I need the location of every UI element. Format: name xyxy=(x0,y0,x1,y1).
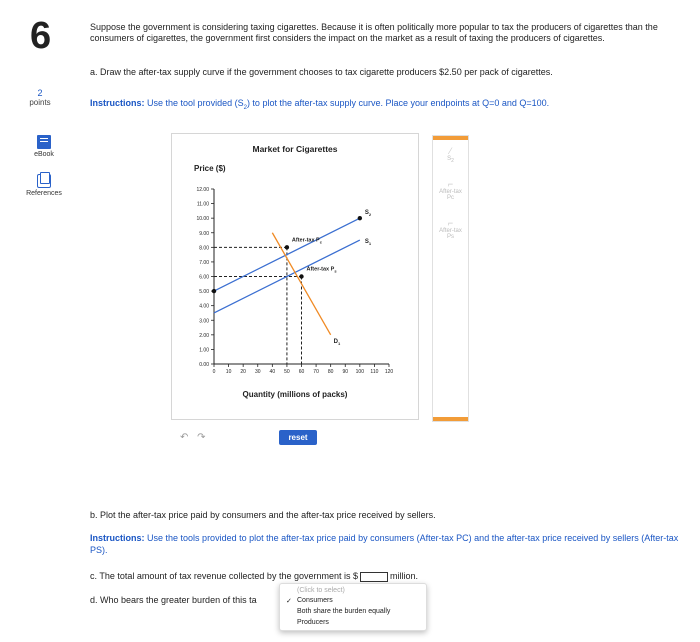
pc-tool-label: After-tax xyxy=(439,189,462,195)
series-label-s2: $S_2$ xyxy=(364,210,372,218)
y-tick-label: 5.00 xyxy=(199,289,209,296)
part-d-text: d. Who bears the greater burden of this ta xyxy=(90,595,257,605)
y-tick-label: 12.00 xyxy=(196,187,209,193)
tax-revenue-input[interactable] xyxy=(360,572,388,582)
part-b-text: b. Plot the after-tax price paid by consumers and the after-tax price received by sellers. xyxy=(90,510,436,520)
y-tick-label: 9.00 xyxy=(199,230,209,237)
point-tool-icon: ⌐ xyxy=(447,179,454,189)
redo-icon[interactable]: ↷ xyxy=(197,432,206,443)
part-a-instructions xyxy=(90,98,549,111)
y-tick-label: 6.00 xyxy=(199,274,209,281)
after-tax-pc-label: After-tax $P_c$ xyxy=(291,237,322,245)
undo-redo xyxy=(180,432,212,443)
ebook-label: eBook xyxy=(34,151,54,158)
series-line-d1 xyxy=(272,233,330,335)
option-consumers[interactable]: Consumers xyxy=(297,597,333,604)
x-tick-label: 40 xyxy=(269,369,276,375)
x-tick-label: 0 xyxy=(212,369,216,375)
instructions-post: ) to plot the after-tax supply curve. Place your endpoints at Q=0 and Q=100. xyxy=(246,98,550,108)
after-tax-ps-dot xyxy=(299,274,303,278)
chart-title: Market for Cigarettes xyxy=(252,144,338,154)
reset-button[interactable]: reset xyxy=(279,430,317,445)
y-tick-label: 8.00 xyxy=(199,245,209,252)
y-tick-label: 0.00 xyxy=(199,362,209,368)
x-tick-label: 120 xyxy=(384,369,394,375)
series-label-s1: $S_1$ xyxy=(364,239,372,247)
s2-tool-sub: 2 xyxy=(451,158,454,165)
ebook-button[interactable] xyxy=(20,135,68,158)
book-icon xyxy=(37,135,51,149)
series-label-d1: $D_1$ xyxy=(333,338,341,346)
instructions-label-b: Instructions: xyxy=(90,533,145,543)
x-tick-label: 60 xyxy=(298,369,305,375)
part-c-pre: c. The total amount of tax revenue collected by the government is $ xyxy=(90,571,358,581)
graph-panel[interactable] xyxy=(171,133,419,420)
endpoint-dot xyxy=(358,216,362,220)
points-label: points xyxy=(29,98,51,107)
y-tick-label: 1.00 xyxy=(199,347,209,354)
y-tick-label: 2.00 xyxy=(199,332,209,339)
y-tick-label: 11.00 xyxy=(196,201,209,208)
pc-tool-sub: Pc xyxy=(446,195,454,201)
x-tick-label: 80 xyxy=(327,369,334,375)
line-tool-icon: ⁄ xyxy=(449,146,452,156)
points-box xyxy=(12,88,68,107)
references-button[interactable] xyxy=(20,174,68,197)
x-tick-label: 20 xyxy=(240,369,246,375)
check-icon: ✓ xyxy=(286,598,292,605)
undo-icon[interactable]: ↶ xyxy=(180,432,189,443)
s2-tool[interactable] xyxy=(433,146,468,164)
x-tick-label: 110 xyxy=(370,369,379,375)
part-c xyxy=(90,571,418,582)
instructions-pre: Use the tool provided (S xyxy=(147,98,244,108)
y-tick-label: 4.00 xyxy=(199,303,209,310)
part-c-post: million. xyxy=(390,571,419,581)
s2-tool-label: S xyxy=(447,156,452,162)
after-tax-pc-dot xyxy=(285,245,289,249)
dropdown-placeholder: (Click to select) xyxy=(297,587,345,594)
endpoint-dot xyxy=(212,289,216,293)
tool-palette xyxy=(432,135,469,422)
market-chart[interactable] xyxy=(172,134,420,421)
x-tick-label: 30 xyxy=(254,369,261,375)
points-value: 2 xyxy=(37,88,43,98)
instructions-b: Use the tools provided to plot the after-tax price paid by consumers (After-tax PC) and the after-tax price received by sellers (After-tax PS). xyxy=(90,533,679,555)
references-icon xyxy=(37,174,51,188)
palette-top-bar xyxy=(433,136,468,140)
palette-bottom-bar xyxy=(433,417,468,421)
y-tick-label: 3.00 xyxy=(199,318,209,325)
question-text: Suppose the government is considering taxing cigarettes. Because it is often politically more popular to tax the producers of cigarettes than the consumers of cigarettes, the government first considers the impact on the market as a result of taxing the producers of cigarettes. xyxy=(90,22,658,43)
after-tax-ps-tool[interactable] xyxy=(433,218,468,240)
question-number: 6 xyxy=(30,15,52,57)
part-b-instructions xyxy=(90,532,680,556)
point-tool-icon: ⌐ xyxy=(447,218,454,228)
option-producers[interactable]: Producers xyxy=(297,619,329,626)
burden-dropdown[interactable] xyxy=(279,583,427,631)
y-tick-label: 10.00 xyxy=(196,216,209,223)
x-tick-label: 70 xyxy=(313,369,319,375)
after-tax-pc-tool[interactable] xyxy=(433,179,468,201)
y-tick-label: 7.00 xyxy=(199,259,209,266)
references-label: References xyxy=(26,190,62,197)
x-tick-label: 90 xyxy=(342,369,349,375)
x-tick-label: 100 xyxy=(355,369,365,375)
x-tick-label: 10 xyxy=(225,369,232,375)
instructions-sub: 2 xyxy=(243,104,247,111)
x-axis-label: Quantity (millions of packs) xyxy=(242,390,348,399)
x-tick-label: 50 xyxy=(284,369,290,375)
after-tax-ps-label: After-tax $P_s$ xyxy=(306,266,337,274)
y-axis-label: Price ($) xyxy=(194,164,226,173)
option-both[interactable]: Both share the burden equally xyxy=(297,608,391,615)
ps-tool-sub: Ps xyxy=(446,234,454,240)
part-a-text: a. Draw the after-tax supply curve if the government chooses to tax cigarette producers $2.50 per pack of cigarettes. xyxy=(90,67,553,77)
instructions-label: Instructions: xyxy=(90,98,145,108)
ps-tool-label: After-tax xyxy=(439,228,462,234)
